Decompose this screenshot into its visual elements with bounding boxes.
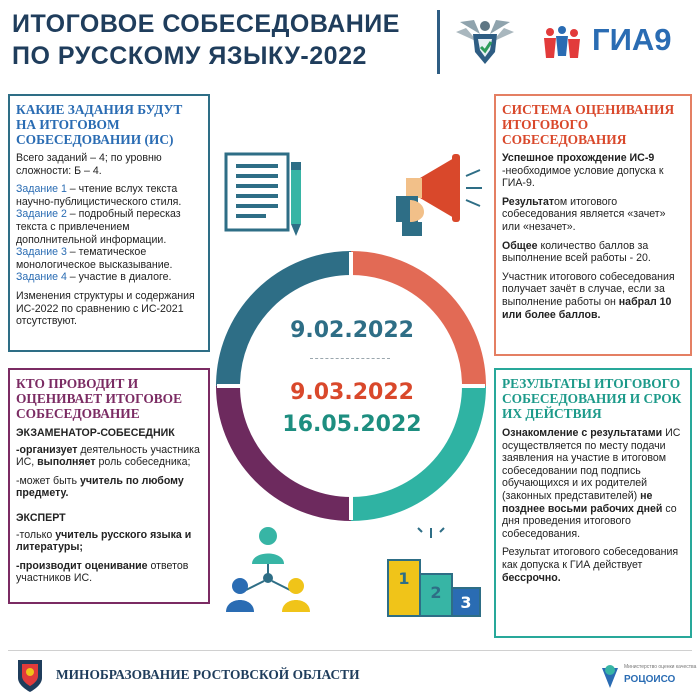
role-expert: ЭКСПЕРТ: [16, 511, 66, 524]
task-4-label: Задание 4: [16, 271, 67, 284]
results-p1-text2: со дня проведения итогового собеседования.: [502, 502, 677, 540]
task-1-text: – чтение вслух текста научно-публицистического стиля.: [16, 183, 182, 208]
expert-duty-1-bold: учитель русского языка и литературы;: [16, 528, 192, 554]
results-box: [494, 368, 692, 638]
gia-logo-text: ГИА9: [592, 22, 672, 57]
grading-box: [494, 94, 692, 356]
megaphone-icon: [392, 152, 484, 240]
role-examiner: ЭКЗАМЕНАТОР-СОБЕСЕДНИК: [16, 427, 175, 439]
rocoko-logo-icon: [598, 662, 622, 690]
grading-p2-bold: Результат: [502, 195, 555, 208]
grading-p1: [502, 152, 684, 190]
grading-p4-bold: набрал 10 или более баллов.: [502, 295, 672, 321]
grading-p1-bold: Успешное прохождение ИС-9: [502, 152, 655, 164]
expert-duty-1: [16, 529, 202, 554]
footer-emblem-icon: [14, 654, 46, 694]
expert-duty-2: [16, 560, 202, 585]
results-p2-bold: бессрочно.: [502, 571, 561, 584]
grading-p2: [502, 196, 684, 234]
expert-duty-2-bold: -производит оценивание: [16, 559, 148, 572]
task-1-label: Задание 1: [16, 183, 67, 196]
who-heading: КТО ПРОВОДИТ И ОЦЕНИВАЕТ ИТОГОВОЕ СОБЕСЕДОВАНИЕ: [16, 376, 183, 421]
task-3-text: – тематическое монологическое высказывание.: [16, 246, 173, 271]
examiner-duty-2-bold: учитель по любому предмету.: [16, 474, 184, 500]
footer-logo-small: Министерство оценки качества: [624, 664, 697, 670]
tasks-box: [8, 94, 210, 352]
header-divider: [437, 10, 440, 74]
results-heading: РЕЗУЛЬТАТЫ ИТОГОВОГО СОБЕСЕДОВАНИЯ И СРОК ИХ ДЕЙСТВИЯ: [502, 376, 682, 421]
footer-divider: [8, 650, 692, 651]
footer-logo-text: РОЦОИСО: [624, 674, 676, 685]
date-2: 9.03.2022: [290, 380, 414, 405]
svg-text:3: 3: [460, 593, 472, 612]
grading-p3-bold: Общее: [502, 239, 538, 252]
results-p1-bold: Ознакомление с результатами: [502, 427, 663, 439]
footer-ministry: МИНОБРАЗОВАНИЕ РОСТОВСКОЙ ОБЛАСТИ: [56, 667, 360, 682]
date-divider: [310, 358, 390, 359]
results-p1-text: ИС осуществляется по месту подачи заявления на участие в итоговом собеседовании под подпись обучающихся и их родителей (законных представителей): [502, 427, 681, 502]
examiner-duty-1-text: деятельность участника ИС,: [16, 443, 200, 469]
title-line-2: ПО РУССКОМУ ЯЗЫКУ-2022: [12, 42, 367, 70]
examiner-duty-1-text2: роль собеседника;: [95, 456, 191, 469]
grading-p4: [502, 271, 684, 321]
grading-p4-text: Участник итогового собеседования получает зачёт в случае, если за выполнение работы он: [502, 270, 675, 308]
examiner-duty-2: [16, 475, 202, 500]
document-icon: [222, 150, 292, 232]
grading-p2-text: ом итогового собеседования является «зачет» или «незачет».: [502, 195, 666, 233]
people-network-icon: [222, 524, 314, 616]
expert-duty-2-text: ответов участников ИС.: [16, 559, 189, 585]
tasks-heading: КАКИЕ ЗАДАНИЯ БУДУТ НА ИТОГОВОМ СОБЕСЕДОВАНИИ (ИС): [16, 102, 183, 147]
who-box: [8, 368, 210, 604]
examiner-duty-1: [16, 444, 202, 469]
results-p2: [502, 546, 684, 584]
task-2-label: Задание 2: [16, 208, 67, 221]
grading-heading: СИСТЕМА ОЦЕНИВАНИЯ ИТОГОВОГО СОБЕСЕДОВАНИЯ: [502, 102, 675, 147]
task-2-text: – подробный пересказ текста с привлечением дополнительной информации.: [16, 208, 181, 246]
task-4: [16, 271, 202, 284]
tasks-changes: Изменения структуры и содержания ИС-2022 по сравнению с ИС-2021 отсутствуют.: [16, 289, 195, 328]
podium-icon: [384, 518, 484, 618]
examiner-duty-2-text: -может быть: [16, 474, 81, 487]
date-3: 16.05.2022: [282, 412, 422, 437]
results-p2-text: Результат итогового собеседования как допуска к ГИА действует: [502, 546, 679, 571]
task-4-text: – участие в диалоге.: [66, 271, 172, 284]
pencil-icon: [288, 160, 304, 238]
task-1: [16, 183, 202, 208]
task-3-label: Задание 3: [16, 246, 67, 259]
date-1: 9.02.2022: [290, 318, 414, 343]
grading-p1-text: -необходимое условие допуска к ГИА-9.: [502, 164, 664, 190]
results-p1-bold2: не позднее восьми рабочих дней: [502, 489, 663, 515]
svg-text:1: 1: [398, 569, 410, 588]
grading-p3-text: количество баллов за выполнение всей работы - 20.: [502, 239, 651, 265]
task-3: [16, 246, 202, 271]
task-2: [16, 208, 202, 246]
svg-text:2: 2: [430, 583, 442, 602]
page-title: [12, 8, 432, 72]
expert-duty-1-text: -только: [16, 528, 56, 541]
emblem-icon: [452, 12, 518, 70]
results-p1: [502, 427, 684, 540]
examiner-duty-1-bold2: выполняет: [37, 456, 96, 469]
examiner-duty-1-bold: -организует: [16, 443, 78, 456]
tasks-intro: Всего заданий – 4; по уровню сложности: Б – 4.: [16, 152, 162, 177]
grading-p3: [502, 240, 684, 265]
title-line-1: ИТОГОВОЕ СОБЕСЕДОВАНИЕ: [12, 10, 400, 38]
